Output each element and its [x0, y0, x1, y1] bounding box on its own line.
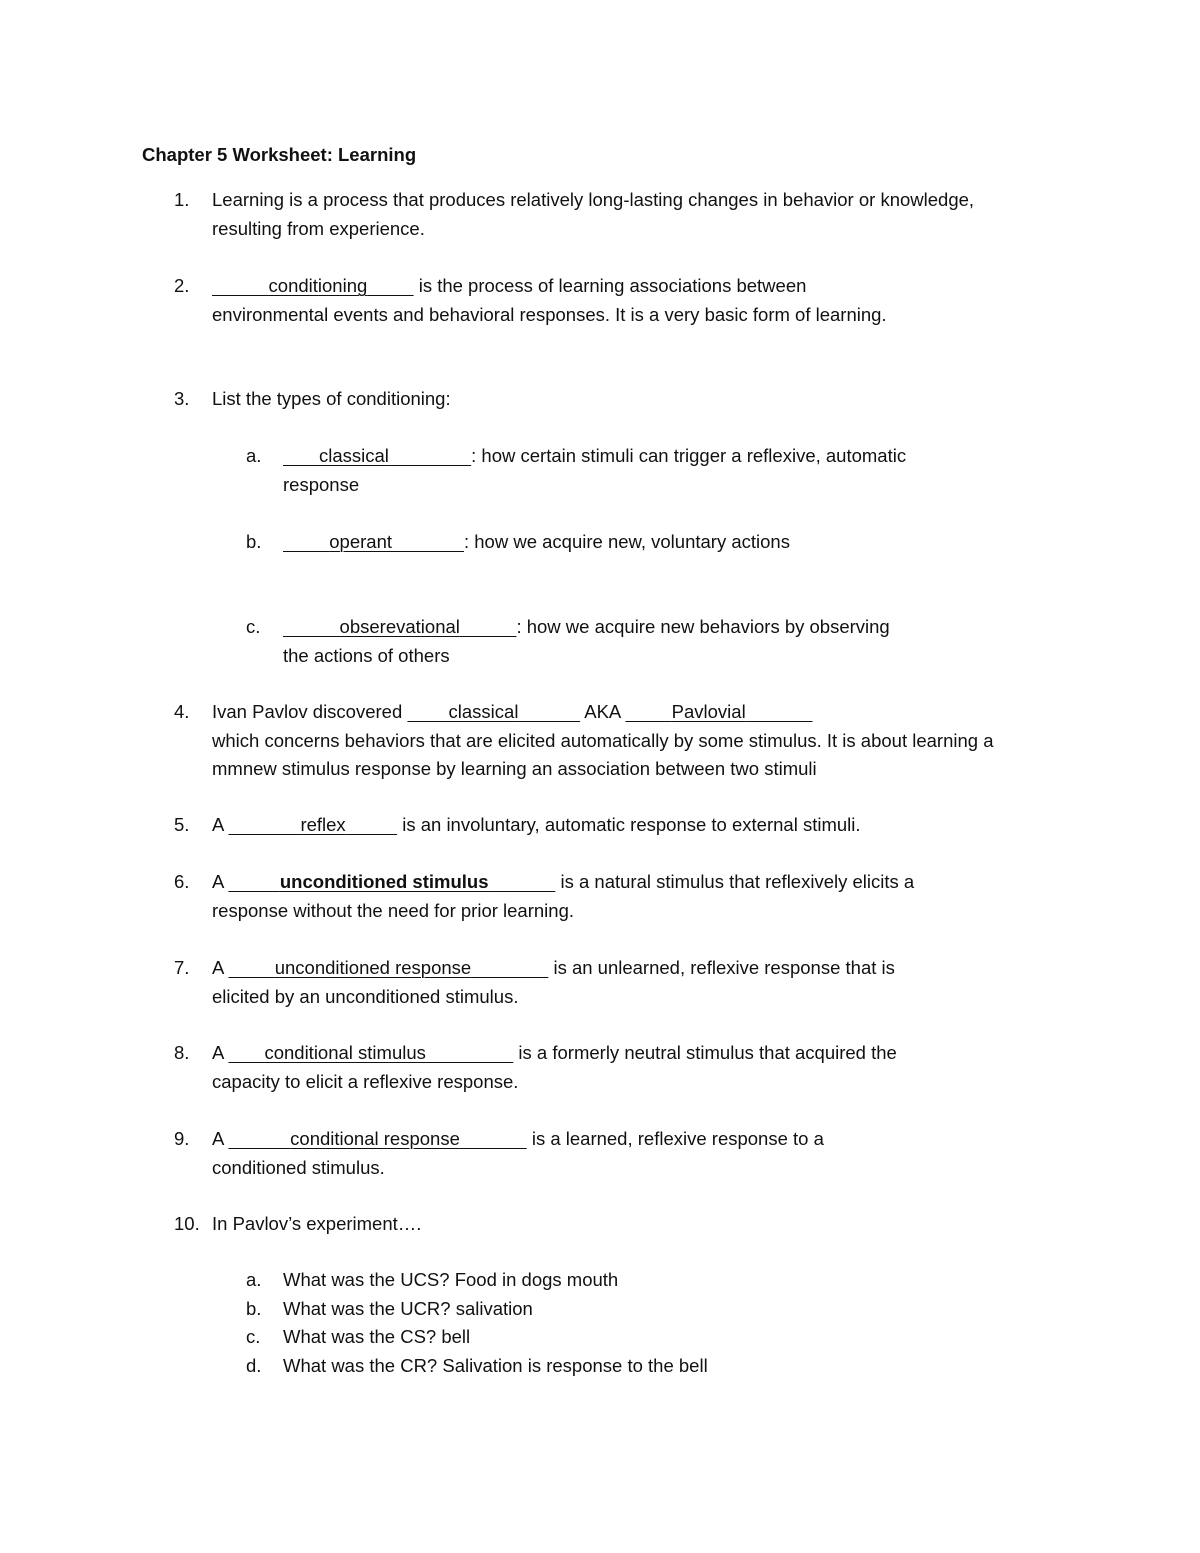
page-title: Chapter 5 Worksheet: Learning — [142, 144, 417, 165]
question-text-line: Learning is a process that produces relatively long-lasting changes in behavior or knowledge, — [212, 189, 975, 210]
question-text-line: A reflex is an involuntary, automatic response to external stimuli. — [212, 814, 861, 835]
sub-item-text-line: classical : how certain stimuli can trigger a reflexive, automatic — [283, 442, 1066, 471]
question-text-line: which concerns behaviors that are elicited automatically by some stimulus. It is about learning a — [212, 729, 994, 751]
question-1 — [174, 186, 1074, 243]
sub-item-text-line: What was the UCS? Food in dogs mouth — [283, 1269, 619, 1290]
answer-text: operant — [329, 531, 393, 552]
sub-item-b — [246, 528, 1066, 557]
answer-blank — [228, 1128, 526, 1149]
answer-text: conditional response — [290, 1128, 460, 1149]
sub-item-10d — [246, 1352, 1066, 1381]
question-text-line: A unconditioned response is an unlearned, reflexive response that is — [212, 957, 895, 978]
answer-blank — [212, 275, 414, 296]
sub-item-10a — [246, 1266, 1066, 1295]
question-5 — [174, 811, 1074, 840]
sub-item-text-line: the actions of others — [283, 644, 450, 666]
question-6 — [174, 868, 1074, 925]
sub-item-letter: c. — [246, 616, 261, 637]
question-text-line: environmental events and behavioral responses. It is a very basic form of learning. — [212, 303, 887, 325]
sub-item-letter: b. — [246, 1298, 262, 1319]
question-number: 7. — [174, 957, 190, 978]
question-text-line: resulting from experience. — [212, 217, 425, 239]
sub-item-a — [246, 442, 1066, 499]
sub-item-text-line: What was the CR? Salivation is response to the bell — [283, 1355, 708, 1376]
answer-blank — [228, 1042, 513, 1063]
question-text-line: conditioning is the process of learning associations between — [212, 272, 1074, 301]
question-8 — [174, 1039, 1074, 1096]
question-text-line: mmnew stimulus response by learning an association between two stimuli — [212, 758, 817, 779]
question-text-line: response without the need for prior learning. — [212, 899, 574, 921]
answer-text: unconditioned stimulus — [279, 871, 489, 892]
sub-item-text-line: obserevational : how we acquire new behaviors by observing — [283, 613, 1066, 642]
sub-item-text-line: What was the CS? bell — [283, 1326, 471, 1347]
question-text-line: In Pavlov’s experiment…. — [212, 1213, 422, 1234]
question-number: 4. — [174, 701, 190, 722]
answer-text: conditional stimulus — [264, 1042, 426, 1063]
sub-item-letter: a. — [246, 445, 262, 466]
question-10 — [174, 1210, 1074, 1239]
answer-blank — [283, 531, 464, 552]
question-text-line: elicited by an unconditioned stimulus. — [212, 985, 519, 1007]
sub-item-text-line: What was the UCR? salivation — [283, 1298, 533, 1319]
answer-blank — [228, 871, 555, 892]
question-number: 6. — [174, 871, 190, 892]
question-text-line: capacity to elicit a reflexive response. — [212, 1070, 519, 1092]
sub-item-10b — [246, 1295, 1066, 1324]
question-7 — [174, 954, 1074, 1011]
answer-text: conditioning — [268, 275, 368, 296]
question-text-line: A unconditioned stimulus is a natural stimulus that reflexively elicits a — [212, 871, 915, 892]
answer-blank — [283, 616, 516, 637]
question-number: 5. — [174, 814, 190, 835]
question-text-line: conditioned stimulus. — [212, 1156, 385, 1178]
answer-blank — [228, 957, 548, 978]
question-text-line: A conditional stimulus is a formerly neutral stimulus that acquired the — [212, 1042, 897, 1063]
answer-blank — [407, 701, 580, 722]
sub-item-letter: b. — [246, 531, 262, 552]
question-number: 9. — [174, 1128, 190, 1149]
answer-text: classical — [448, 701, 519, 722]
answer-blank — [625, 701, 812, 722]
answer-text: reflex — [300, 814, 346, 835]
answer-blank — [283, 445, 471, 466]
question-number: 1. — [174, 189, 190, 210]
question-number: 3. — [174, 388, 190, 409]
answer-blank — [228, 814, 397, 835]
question-number: 10. — [174, 1213, 200, 1234]
sub-item-letter: a. — [246, 1269, 262, 1290]
sub-item-text-line: operant : how we acquire new, voluntary actions — [283, 528, 1066, 557]
question-text-line: Ivan Pavlov discovered classical AKA Pavlovial — [212, 698, 1074, 727]
sub-item-10c — [246, 1323, 1066, 1352]
answer-text: classical — [318, 445, 389, 466]
answer-text: Pavlovial — [671, 701, 746, 722]
sub-item-text-line: response — [283, 473, 360, 495]
answer-text: unconditioned response — [274, 957, 472, 978]
question-9 — [174, 1125, 1074, 1182]
question-3 — [174, 385, 1074, 414]
sub-item-letter: d. — [246, 1355, 262, 1376]
question-number: 2. — [174, 275, 190, 296]
answer-text: obserevational — [339, 616, 460, 637]
question-2 — [174, 272, 1074, 329]
sub-item-c — [246, 613, 1066, 670]
question-number: 8. — [174, 1042, 190, 1063]
sub-item-letter: c. — [246, 1326, 261, 1347]
question-4 — [174, 698, 1074, 784]
question-text-line: List the types of conditioning: — [212, 388, 451, 409]
question-text-line: A conditional response is a learned, reflexive response to a — [212, 1128, 824, 1149]
